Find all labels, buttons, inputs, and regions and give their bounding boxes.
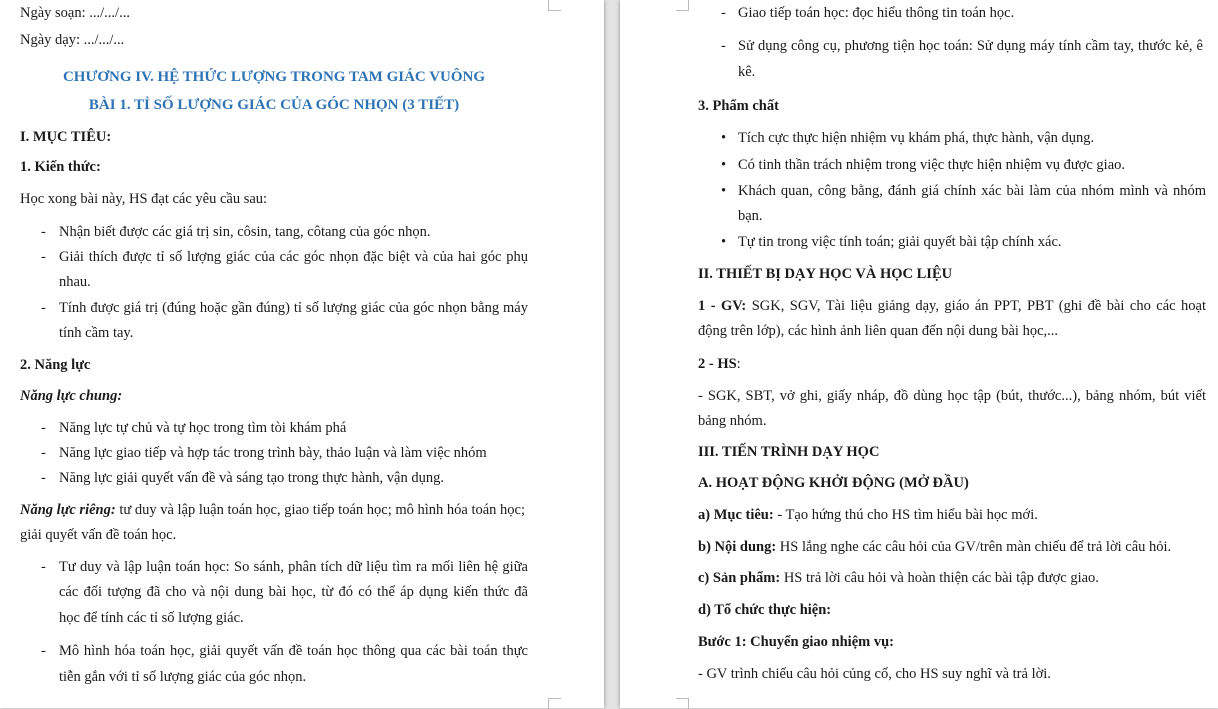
list-item: Tư duy và lập luận toán học: So sánh, phân tích dữ liệu tìm ra mối liên hệ giữa — [59, 559, 528, 575]
paragraph — [698, 538, 1171, 556]
label: Năng lực chung: — [20, 388, 123, 404]
paragraph: - SGK, SBT, vở ghi, giấy nháp, đồ dùng học tập (bút, thước...), bảng nhóm, bút viết — [698, 388, 1206, 404]
list-item: Năng lực tự chủ và tự học trong tìm tòi khám phá — [59, 420, 347, 436]
margin-mark — [548, 0, 561, 11]
dash-bullet: - — [721, 38, 726, 54]
text: SGK, SGV, Tài liệu giảng dạy, giáo án PPT, PBT (ghi đề bài cho các hoạt — [746, 298, 1206, 314]
paragraph: Học xong bài này, HS đạt các yêu cầu sau: — [20, 191, 268, 207]
list-item-cont: các đối tượng đã cho và nội dung bài học, từ đó có thể áp dụng kiến thức đã — [59, 584, 528, 600]
list-item-cont: tính cầm tay. — [59, 325, 134, 341]
list-item: Tự tin trong việc tính toán; giải quyết bài tập chính xác. — [738, 234, 1062, 250]
subsection-heading: 1. Kiến thức: — [20, 159, 101, 175]
dash-bullet: - — [41, 559, 46, 575]
label: Năng lực riêng: — [20, 502, 116, 518]
bullet: • — [721, 157, 727, 173]
bullet: • — [721, 183, 727, 199]
list-item-cont: kê. — [738, 64, 756, 80]
list-item: Tích cực thực hiện nhiệm vụ khám phá, thực hành, vận dụng. — [738, 130, 1095, 146]
paragraph — [698, 297, 1206, 315]
dash-bullet: - — [41, 224, 46, 240]
label: 1 - GV: — [698, 298, 747, 314]
paragraph-cont: động trên lớp), các hình ảnh liên quan đến nội dung bài học,... — [698, 323, 1059, 339]
dash-bullet: - — [41, 300, 46, 316]
step-heading: Bước 1: Chuyển giao nhiệm vụ: — [698, 634, 894, 650]
lesson-title: BÀI 1. TỈ SỐ LƯỢNG GIÁC CỦA GÓC NHỌN (3 TIẾT) — [88, 97, 460, 113]
list-item: Giao tiếp toán học: đọc hiểu thông tin toán học. — [738, 5, 1015, 21]
list-item: Năng lực giao tiếp và hợp tác trong trình bày, thảo luận và làm việc nhóm — [59, 445, 487, 461]
label: c) Sản phẩm: — [698, 570, 781, 586]
label: 2 - HS — [698, 356, 737, 372]
list-item: Có tinh thần trách nhiệm trong việc thực hiện nhiệm vụ được giao. — [738, 157, 1126, 173]
list-item: Khách quan, công bằng, đánh giá chính xác bài làm của nhóm mình và nhóm — [738, 183, 1206, 199]
section-heading: II. THIẾT BỊ DẠY HỌC VÀ HỌC LIỆU — [698, 266, 953, 282]
list-item: Mô hình hóa toán học, giải quyết vấn đề toán học thông qua các bài toán thực — [59, 643, 528, 659]
section-heading: I. MỤC TIÊU: — [20, 129, 112, 145]
label: d) Tổ chức thực hiện: — [698, 602, 832, 618]
text: tư duy và lập luận toán học, giao tiếp toán học; mô hình hóa toán học; — [115, 502, 526, 518]
text: : — [736, 356, 741, 372]
paragraph — [698, 355, 741, 373]
list-item-cont: học để tính các tỉ số lượng giác. — [59, 610, 244, 626]
chapter-title: CHƯƠNG IV. HỆ THỨC LƯỢNG TRONG TAM GIÁC VUÔNG — [62, 69, 486, 85]
list-item-cont: tiễn gắn với tỉ số lượng giác của góc nhọn. — [59, 669, 307, 685]
dash-bullet: - — [41, 445, 46, 461]
dash-bullet: - — [41, 643, 46, 659]
date-taught: Ngày dạy: .../.../... — [20, 32, 125, 48]
paragraph-cont: bảng nhóm. — [698, 413, 767, 429]
document-page-2 — [620, 0, 1218, 708]
label: b) Nội dung: — [698, 539, 777, 555]
label: a) Mục tiêu: — [698, 507, 774, 523]
paragraph-cont: giải quyết vấn đề toán học. — [20, 527, 177, 543]
dash-bullet: - — [721, 5, 726, 21]
dash-bullet: - — [41, 249, 46, 265]
subsection-heading: 3. Phẩm chất — [698, 98, 779, 114]
dash-bullet: - — [41, 420, 46, 436]
list-item-cont: nhau. — [59, 274, 91, 290]
list-item-cont: bạn. — [738, 208, 763, 224]
list-item: Nhận biết được các giá trị sin, côsin, tang, côtang của góc nhọn. — [59, 224, 431, 240]
dash-bullet: - — [41, 470, 46, 486]
subsection-heading: 2. Năng lực — [20, 357, 91, 373]
activity-heading: A. HOẠT ĐỘNG KHỞI ĐỘNG (MỞ ĐẦU) — [698, 475, 969, 491]
margin-mark — [676, 698, 689, 709]
margin-mark — [676, 0, 689, 11]
paragraph — [698, 569, 1099, 587]
list-item: Tính được giá trị (đúng hoặc gần đúng) tỉ số lượng giác của góc nhọn bằng máy — [59, 300, 528, 316]
margin-mark — [548, 698, 561, 709]
bullet: • — [721, 234, 727, 250]
bullet: • — [721, 130, 727, 146]
paragraph — [20, 501, 525, 519]
paragraph: - GV trình chiếu câu hỏi củng cố, cho HS suy nghĩ và trả lời. — [698, 666, 1051, 682]
list-item: Giải thích được tỉ số lượng giác của các góc nhọn đặc biệt và của hai góc phụ — [59, 249, 528, 265]
paragraph — [698, 506, 1038, 524]
text: HS lắng nghe các câu hỏi của GV/trên màn chiếu để trả lời câu hỏi. — [776, 539, 1172, 555]
date-prepared: Ngày soạn: .../.../... — [20, 5, 130, 21]
section-heading: III. TIẾN TRÌNH DẠY HỌC — [698, 444, 880, 460]
list-item: Năng lực giải quyết vấn đề và sáng tạo trong thực hành, vận dụng. — [59, 470, 444, 486]
text: HS trả lời câu hỏi và hoàn thiện các bài tập được giao. — [780, 570, 1099, 586]
document-page-1 — [0, 0, 604, 708]
list-item: Sử dụng công cụ, phương tiện học toán: Sử dụng máy tính cầm tay, thước kẻ, ê — [738, 38, 1203, 54]
text: - Tạo hứng thú cho HS tìm hiểu bài học mới. — [773, 507, 1038, 523]
